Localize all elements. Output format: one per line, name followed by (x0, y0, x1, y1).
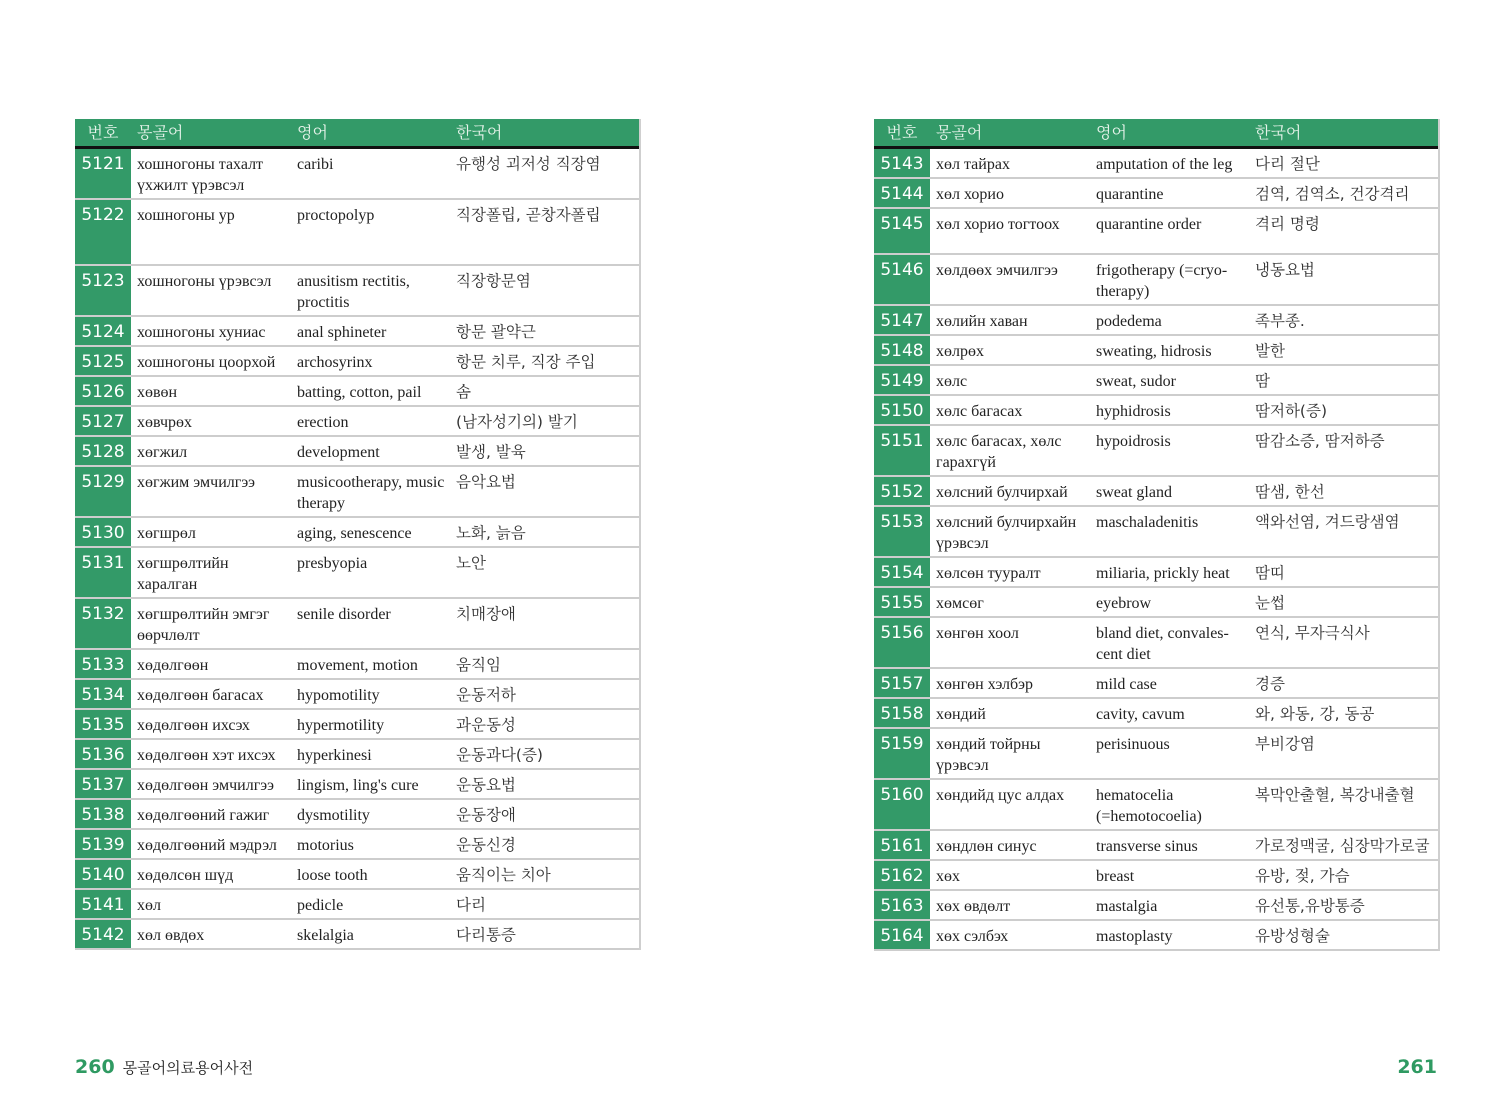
table-row (75, 518, 639, 548)
table-row (874, 255, 1438, 306)
english-term: caribi (297, 156, 334, 173)
entry-number: 5130 (75, 518, 131, 546)
english-term: sweating, hidrosis (1096, 343, 1212, 360)
right-glossary-table (874, 119, 1440, 951)
english-term: quarantine (1096, 186, 1164, 203)
mongolian-term: хөл хорио тогтоох (936, 216, 1060, 233)
korean-term: 발한 (1255, 342, 1285, 360)
table-row (75, 890, 639, 920)
korean-term: 부비강염 (1255, 735, 1315, 753)
table-row (75, 800, 639, 830)
table-row (75, 317, 639, 347)
mongolian-term: хөндлөн синус (936, 838, 1037, 855)
entry-number: 5158 (874, 699, 930, 727)
table-row (75, 266, 639, 317)
mongolian-term: хөлс багасах, хөлс гарахгүй (936, 433, 1062, 471)
mongolian-term: хөлдөөх эмчилгээ (936, 262, 1058, 279)
mongolian-term: хөндий тойрны үрэвсэл (936, 736, 1041, 774)
english-term: anusitism rectitis, proctitis (297, 273, 410, 311)
mongolian-term: хөнгөн хэлбэр (936, 676, 1034, 693)
mongolian-term: хөл өвдөх (137, 927, 205, 944)
entry-number: 5162 (874, 861, 930, 889)
entry-number: 5121 (75, 149, 131, 198)
mongolian-term: хөндийд цус алдах (936, 787, 1065, 804)
english-term: amputation of the leg (1096, 156, 1233, 173)
english-term: sweat gland (1096, 484, 1172, 501)
korean-term: 운동신경 (456, 836, 516, 854)
entry-number: 5155 (874, 588, 930, 616)
header-mongolian: 몽골어 (936, 123, 983, 142)
mongolian-term: хөвөн (137, 384, 178, 401)
entry-number: 5138 (75, 800, 131, 828)
mongolian-term: хошногоны үрэвсэл (137, 273, 272, 290)
table-row (874, 921, 1438, 951)
mongolian-term: хөгжим эмчилгээ (137, 474, 256, 491)
korean-term: (남자성기의) 발기 (456, 413, 578, 431)
mongolian-term: хөх сэлбэх (936, 928, 1009, 945)
table-row (874, 477, 1438, 507)
english-term: batting, cotton, pail (297, 384, 422, 401)
english-term: pedicle (297, 897, 344, 914)
table-header (75, 119, 639, 149)
mongolian-term: хөлс (936, 373, 968, 390)
entry-number: 5139 (75, 830, 131, 858)
entry-number: 5135 (75, 710, 131, 738)
mongolian-term: хошногоны тахалт үхжилт үрэвсэл (137, 156, 264, 194)
korean-term: 치매장애 (456, 605, 516, 623)
english-term: senile disorder (297, 606, 391, 623)
mongolian-term: хөдөлгөөний гажиг (137, 807, 270, 824)
mongolian-term: хошногоны цоорхой (137, 354, 276, 371)
table-row (874, 336, 1438, 366)
korean-term: 격리 명령 (1255, 215, 1320, 233)
english-term: hypermotility (297, 717, 385, 734)
mongolian-term: хөлс багасах (936, 403, 1023, 420)
english-term: hematocelia (=hemotocoelia) (1096, 787, 1202, 825)
mongolian-term: хөлийн хаван (936, 313, 1028, 330)
english-term: perisinuous (1096, 736, 1170, 753)
table-row (75, 830, 639, 860)
entry-number: 5145 (874, 209, 930, 253)
entry-number: 5163 (874, 891, 930, 919)
english-term: mastoplasty (1096, 928, 1173, 945)
korean-term: 노안 (456, 554, 486, 572)
entry-number: 5127 (75, 407, 131, 435)
entry-number: 5161 (874, 831, 930, 859)
right-page-footer (1397, 1056, 1437, 1078)
entry-number: 5144 (874, 179, 930, 207)
korean-term: 냉동요법 (1255, 261, 1315, 279)
header-english: 영어 (1096, 123, 1127, 142)
entry-number: 5122 (75, 200, 131, 264)
entry-number: 5157 (874, 669, 930, 697)
entry-number: 5136 (75, 740, 131, 768)
entry-number: 5132 (75, 599, 131, 648)
english-term: eyebrow (1096, 595, 1152, 612)
table-row (75, 650, 639, 680)
english-term: anal sphineter (297, 324, 387, 341)
english-term: mastalgia (1096, 898, 1158, 915)
entry-number: 5150 (874, 396, 930, 424)
mongolian-term: хөгшрөлтийн харалган (137, 555, 229, 593)
korean-term: 유방성형술 (1255, 927, 1330, 945)
korean-term: 유방, 젖, 가슴 (1255, 867, 1350, 885)
korean-term: 땀저하(증) (1255, 402, 1327, 420)
table-row (874, 558, 1438, 588)
table-row (75, 770, 639, 800)
page-number: 260 (75, 1056, 115, 1078)
korean-term: 복막안출혈, 복강내출혈 (1255, 786, 1415, 804)
entry-number: 5125 (75, 347, 131, 375)
table-row (75, 740, 639, 770)
mongolian-term: хөмсөг (936, 595, 984, 612)
table-header (874, 119, 1438, 149)
english-term: breast (1096, 868, 1135, 885)
english-term: motorius (297, 837, 354, 854)
entry-number: 5140 (75, 860, 131, 888)
korean-term: 항문 괄약근 (456, 323, 536, 341)
english-term: hypoidrosis (1096, 433, 1171, 450)
mongolian-term: хөлрөх (936, 343, 984, 360)
mongolian-term: хөл хорио (936, 186, 1004, 203)
english-term: proctopolyp (297, 207, 375, 224)
english-term: cavity, cavum (1096, 706, 1185, 723)
mongolian-term: хөдөлсөн шүд (137, 867, 234, 884)
entry-number: 5128 (75, 437, 131, 465)
english-term: frigotherapy (=cryo-therapy) (1096, 262, 1228, 300)
korean-term: 다리 절단 (1255, 155, 1320, 173)
table-row (874, 831, 1438, 861)
left-page-footer (75, 1056, 253, 1078)
mongolian-term: хөдөлгөөн эмчилгээ (137, 777, 274, 794)
korean-term: 움직임 (456, 656, 501, 674)
korean-term: 운동과다(증) (456, 746, 543, 764)
table-row (874, 366, 1438, 396)
entry-number: 5123 (75, 266, 131, 315)
entry-number: 5134 (75, 680, 131, 708)
page-number: 261 (1397, 1056, 1437, 1078)
mongolian-term: хөлсний булчирхайн үрэвсэл (936, 514, 1077, 552)
table-row (75, 920, 639, 950)
table-body (75, 149, 639, 950)
header-number: 번호 (87, 123, 119, 142)
entry-number: 5142 (75, 920, 131, 948)
entry-number: 5159 (874, 729, 930, 778)
mongolian-term: хөх (936, 868, 960, 885)
english-term: presbyopia (297, 555, 368, 572)
english-term: hyphidrosis (1096, 403, 1171, 420)
header-korean: 한국어 (456, 123, 503, 142)
mongolian-term: хөгшрөлтийн эмгэг өөрчлөлт (137, 606, 270, 644)
mongolian-term: хөнгөн хоол (936, 625, 1019, 642)
book-title: 몽골어의료용어사전 (122, 1059, 254, 1077)
entry-number: 5156 (874, 618, 930, 667)
mongolian-term: хөдөлгөөн ихсэх (137, 717, 250, 734)
table-row (874, 588, 1438, 618)
korean-term: 유행성 괴저성 직장염 (456, 155, 601, 173)
english-term: podedema (1096, 313, 1162, 330)
mongolian-term: хөндий (936, 706, 986, 723)
english-term: miliaria, prickly heat (1096, 565, 1230, 582)
entry-number: 5147 (874, 306, 930, 334)
korean-term: 가로정맥굴, 심장막가로굴 (1255, 837, 1430, 855)
table-row (874, 179, 1438, 209)
english-term: dysmotility (297, 807, 370, 824)
korean-term: 유선통,유방통증 (1255, 897, 1365, 915)
table-row (874, 209, 1438, 255)
entry-number: 5133 (75, 650, 131, 678)
korean-term: 운동저하 (456, 686, 516, 704)
table-row (874, 618, 1438, 669)
table-row (874, 507, 1438, 558)
table-row (874, 306, 1438, 336)
korean-term: 과운동성 (456, 716, 516, 734)
entry-number: 5143 (874, 149, 930, 177)
english-term: sweat, sudor (1096, 373, 1176, 390)
mongolian-term: хөдөлгөөн багасах (137, 687, 264, 704)
table-row (75, 437, 639, 467)
table-row (75, 200, 639, 266)
english-term: hypomotility (297, 687, 380, 704)
korean-term: 음악요법 (456, 473, 516, 491)
korean-term: 움직이는 치아 (456, 866, 551, 884)
table-row (874, 396, 1438, 426)
english-term: musicootherapy, music therapy (297, 474, 445, 512)
mongolian-term: хөдөлгөөн (137, 657, 209, 674)
mongolian-term: хөдөлгөөний мэдрэл (137, 837, 277, 854)
entry-number: 5148 (874, 336, 930, 364)
english-term: skelalgia (297, 927, 354, 944)
table-row (75, 548, 639, 599)
table-body (874, 149, 1438, 951)
entry-number: 5149 (874, 366, 930, 394)
left-glossary-table (75, 119, 641, 950)
entry-number: 5153 (874, 507, 930, 556)
entry-number: 5164 (874, 921, 930, 949)
english-term: loose tooth (297, 867, 368, 884)
korean-term: 액와선염, 겨드랑샘염 (1255, 513, 1400, 531)
entry-number: 5154 (874, 558, 930, 586)
entry-number: 5126 (75, 377, 131, 405)
entry-number: 5146 (874, 255, 930, 304)
table-row (75, 680, 639, 710)
korean-term: 솜 (456, 383, 471, 401)
korean-term: 땀감소증, 땀저하증 (1255, 432, 1385, 450)
entry-number: 5137 (75, 770, 131, 798)
english-term: quarantine order (1096, 216, 1202, 233)
header-number: 번호 (886, 123, 918, 142)
english-term: erection (297, 414, 349, 431)
entry-number: 5131 (75, 548, 131, 597)
mongolian-term: хошногоны хуниас (137, 324, 266, 341)
table-row (874, 891, 1438, 921)
header-korean: 한국어 (1255, 123, 1302, 142)
english-term: development (297, 444, 380, 461)
table-row (75, 377, 639, 407)
korean-term: 땀 (1255, 372, 1270, 390)
english-term: mild case (1096, 676, 1157, 693)
korean-term: 경증 (1255, 675, 1285, 693)
korean-term: 족부종. (1255, 312, 1305, 330)
english-term: movement, motion (297, 657, 418, 674)
korean-term: 직장항문염 (456, 272, 531, 290)
mongolian-term: хөдөлгөөн хэт ихсэх (137, 747, 276, 764)
table-row (874, 426, 1438, 477)
english-term: maschaladenitis (1096, 514, 1199, 531)
korean-term: 운동장애 (456, 806, 516, 824)
korean-term: 발생, 발육 (456, 443, 526, 461)
table-row (874, 861, 1438, 891)
entry-number: 5124 (75, 317, 131, 345)
mongolian-term: хөлсний булчирхай (936, 484, 1068, 501)
header-mongolian: 몽골어 (137, 123, 184, 142)
table-row (75, 860, 639, 890)
english-term: lingism, ling's cure (297, 777, 419, 794)
entry-number: 5151 (874, 426, 930, 475)
table-row (874, 780, 1438, 831)
table-row (75, 407, 639, 437)
korean-term: 와, 와동, 강, 동공 (1255, 705, 1375, 723)
korean-term: 땀샘, 한선 (1255, 483, 1325, 501)
korean-term: 땀띠 (1255, 564, 1285, 582)
table-row (75, 467, 639, 518)
mongolian-term: хошногоны ур (137, 207, 235, 224)
entry-number: 5129 (75, 467, 131, 516)
korean-term: 연식, 무자극식사 (1255, 624, 1370, 642)
table-row (874, 149, 1438, 179)
mongolian-term: хөл (137, 897, 161, 914)
english-term: hyperkinesi (297, 747, 372, 764)
korean-term: 직장폴립, 곧창자폴립 (456, 206, 601, 224)
korean-term: 다리 (456, 896, 486, 914)
mongolian-term: хөгжил (137, 444, 188, 461)
mongolian-term: хөл тайрах (936, 156, 1010, 173)
table-row (874, 729, 1438, 780)
korean-term: 눈썹 (1255, 594, 1285, 612)
korean-term: 다리통증 (456, 926, 516, 944)
english-term: bland diet, convales-cent diet (1096, 625, 1229, 663)
table-row (874, 669, 1438, 699)
korean-term: 노화, 늙음 (456, 524, 526, 542)
mongolian-term: хөгшрөл (137, 525, 196, 542)
english-term: archosyrinx (297, 354, 373, 371)
english-term: transverse sinus (1096, 838, 1198, 855)
table-row (874, 699, 1438, 729)
mongolian-term: хөх өвдөлт (936, 898, 1011, 915)
english-term: aging, senescence (297, 525, 412, 542)
korean-term: 항문 치루, 직장 주입 (456, 353, 596, 371)
entry-number: 5152 (874, 477, 930, 505)
table-row (75, 599, 639, 650)
header-english: 영어 (297, 123, 328, 142)
table-row (75, 347, 639, 377)
korean-term: 운동요법 (456, 776, 516, 794)
mongolian-term: хөвчрөх (137, 414, 192, 431)
entry-number: 5160 (874, 780, 930, 829)
korean-term: 검역, 검역소, 건강격리 (1255, 185, 1410, 203)
entry-number: 5141 (75, 890, 131, 918)
mongolian-term: хөлсөн тууралт (936, 565, 1041, 582)
table-row (75, 149, 639, 200)
table-row (75, 710, 639, 740)
